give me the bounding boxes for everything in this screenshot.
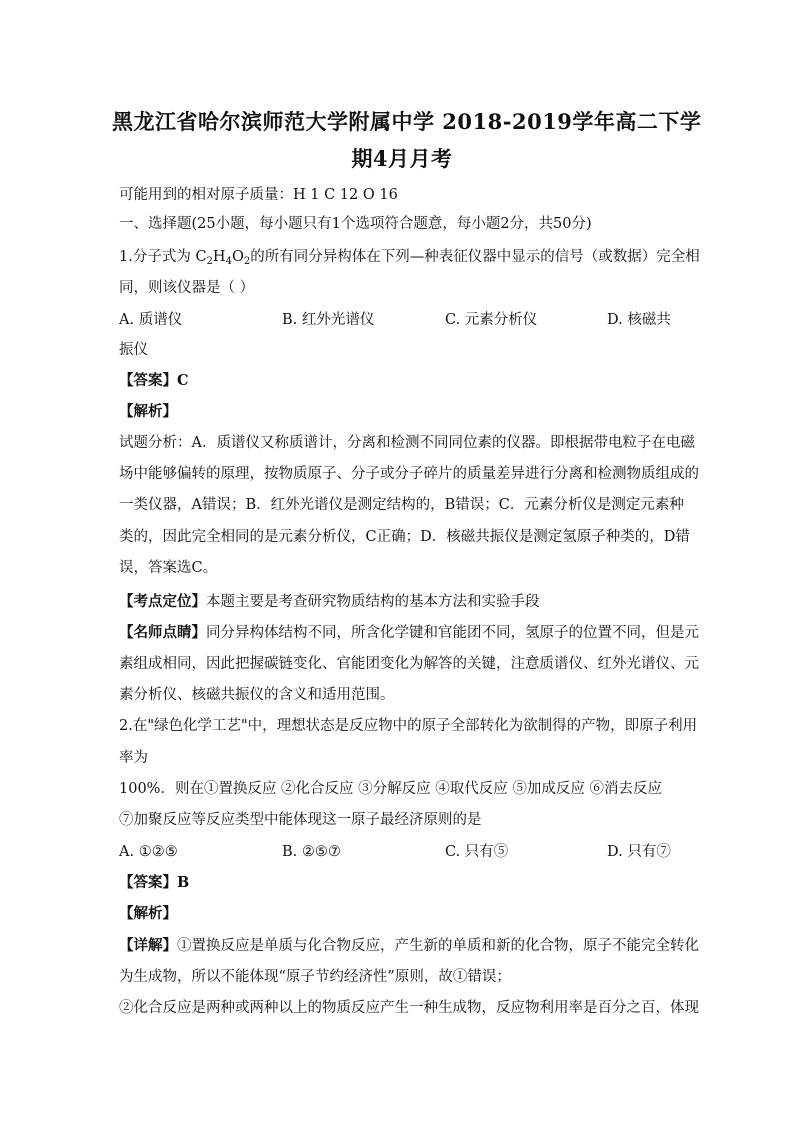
q1-option-b: B. 红外光谱仪 — [282, 312, 375, 328]
q1-stem-c: O — [231, 249, 244, 265]
kaodian-label: 【考点定位】 — [119, 593, 206, 610]
q2-detail — [119, 936, 699, 956]
question-2-stem: 率为 — [119, 750, 148, 766]
q1-analysis-line: 误，答案选C。 — [119, 560, 218, 576]
q1-analysis-label: 【解析】 — [119, 403, 177, 420]
detail-label: 【详解】 — [119, 937, 177, 954]
q1-option-d: D. 核磁共 — [607, 312, 671, 328]
q1-stem-d: 的所有同分异构体在下列—种表征仪器中显示的信号（或数据）完全相 — [250, 249, 700, 265]
q2-answer: 【答案】B — [119, 874, 190, 891]
q1-analysis-line: 一类仪器，A错误；B．红外光谱仪是测定结构的，B错误；C．元素分析仪是测定元素种 — [119, 497, 684, 513]
q1-option-c: C. 元素分析仪 — [445, 312, 538, 328]
mingshi-label: 【名师点睛】 — [119, 624, 206, 641]
detail-line: ②化合反应是两种或两种以上的物质反应产生一种生成物，反应物利用率是百分之百，体现 — [119, 1000, 699, 1016]
q1-option-d-continued: 振仪 — [119, 342, 148, 358]
q1-analysis-line: 类的，因此完全相同的是元素分析仪，C正确；D．核磁共振仪是测定氢原子种类的，D错 — [119, 529, 690, 545]
question-2-stem: 100%．则在①置换反应 ②化合反应 ③分解反应 ④取代反应 ⑤加成反应 ⑥消去反应 — [119, 781, 662, 797]
q1-kaodian — [119, 592, 540, 612]
atomic-mass-note: 可能用到的相对原子质量：H 1 C 12 O 16 — [119, 187, 398, 203]
section-header: 一、选择题(25小题，每小题只有1个选项符合题意，每小题2分，共50分) — [119, 216, 592, 232]
q2-option-c: C. 只有⑤ — [445, 844, 509, 860]
kaodian-text: 本题主要是考查研究物质结构的基本方法和实验手段 — [206, 594, 540, 610]
question-1-stem — [119, 247, 700, 267]
question-2-stem: 2.在"绿色化学工艺"中，理想状态是反应物中的原子全部转化为欲制得的产物，即原子利用 — [119, 718, 698, 734]
q1-analysis-line: 场中能够偏转的原理，按物质原子、分子或分子碎片的质量差异进行分离和检测物质组成的 — [119, 466, 699, 482]
detail-line: ①置换反应是单质与化合物反应，产生新的单质和新的化合物，原子不能完全转化 — [177, 938, 699, 954]
page-title-line-2: 期4月月考 — [351, 146, 453, 171]
mingshi-line: 素分析仪、核磁共振仪的含义和适用范围。 — [119, 687, 395, 703]
q1-answer: 【答案】C — [119, 372, 189, 389]
q1-stem-a: 1.分子式为 C — [119, 249, 207, 265]
q1-option-a: A. 质谱仪 — [119, 312, 183, 328]
q1-analysis-line: 试题分析：A．质谱仪又称质谱计，分离和检测不同同位素的仪器。即根据带电粒子在电磁 — [119, 435, 695, 451]
q1-sub-c: 2 — [206, 256, 213, 267]
q2-option-b: B. ②⑤⑦ — [282, 844, 341, 860]
q1-sub-h: 4 — [225, 256, 232, 267]
mingshi-line: 同分异构体结构不同，所含化学键和官能团不同，氢原子的位置不同，但是元 — [206, 625, 699, 641]
mingshi-line: 素组成相同，因此把握碳链变化、官能团变化为解答的关键，注意质谱仪、红外光谱仪、元 — [119, 656, 699, 672]
q2-option-a: A. ①②⑤ — [119, 844, 178, 860]
question-1-stem-line-2: 同，则该仪器是（ ） — [119, 280, 255, 296]
detail-line: 为生成物，所以不能体现“原子节约经济性”原则，故①错误； — [119, 969, 511, 985]
q2-option-d: D. 只有⑦ — [607, 844, 671, 860]
question-2-stem: ⑦加聚反应等反应类型中能体现这一原子最经济原则的是 — [119, 812, 482, 828]
q1-stem-b: H — [212, 249, 226, 265]
q1-mingshi — [119, 623, 699, 643]
page-title-line-1: 黑龙江省哈尔滨师范大学附属中学 2018-2019学年高二下学 — [112, 109, 702, 134]
q1-sub-o: 2 — [243, 256, 251, 267]
q2-analysis-label: 【解析】 — [119, 905, 177, 922]
